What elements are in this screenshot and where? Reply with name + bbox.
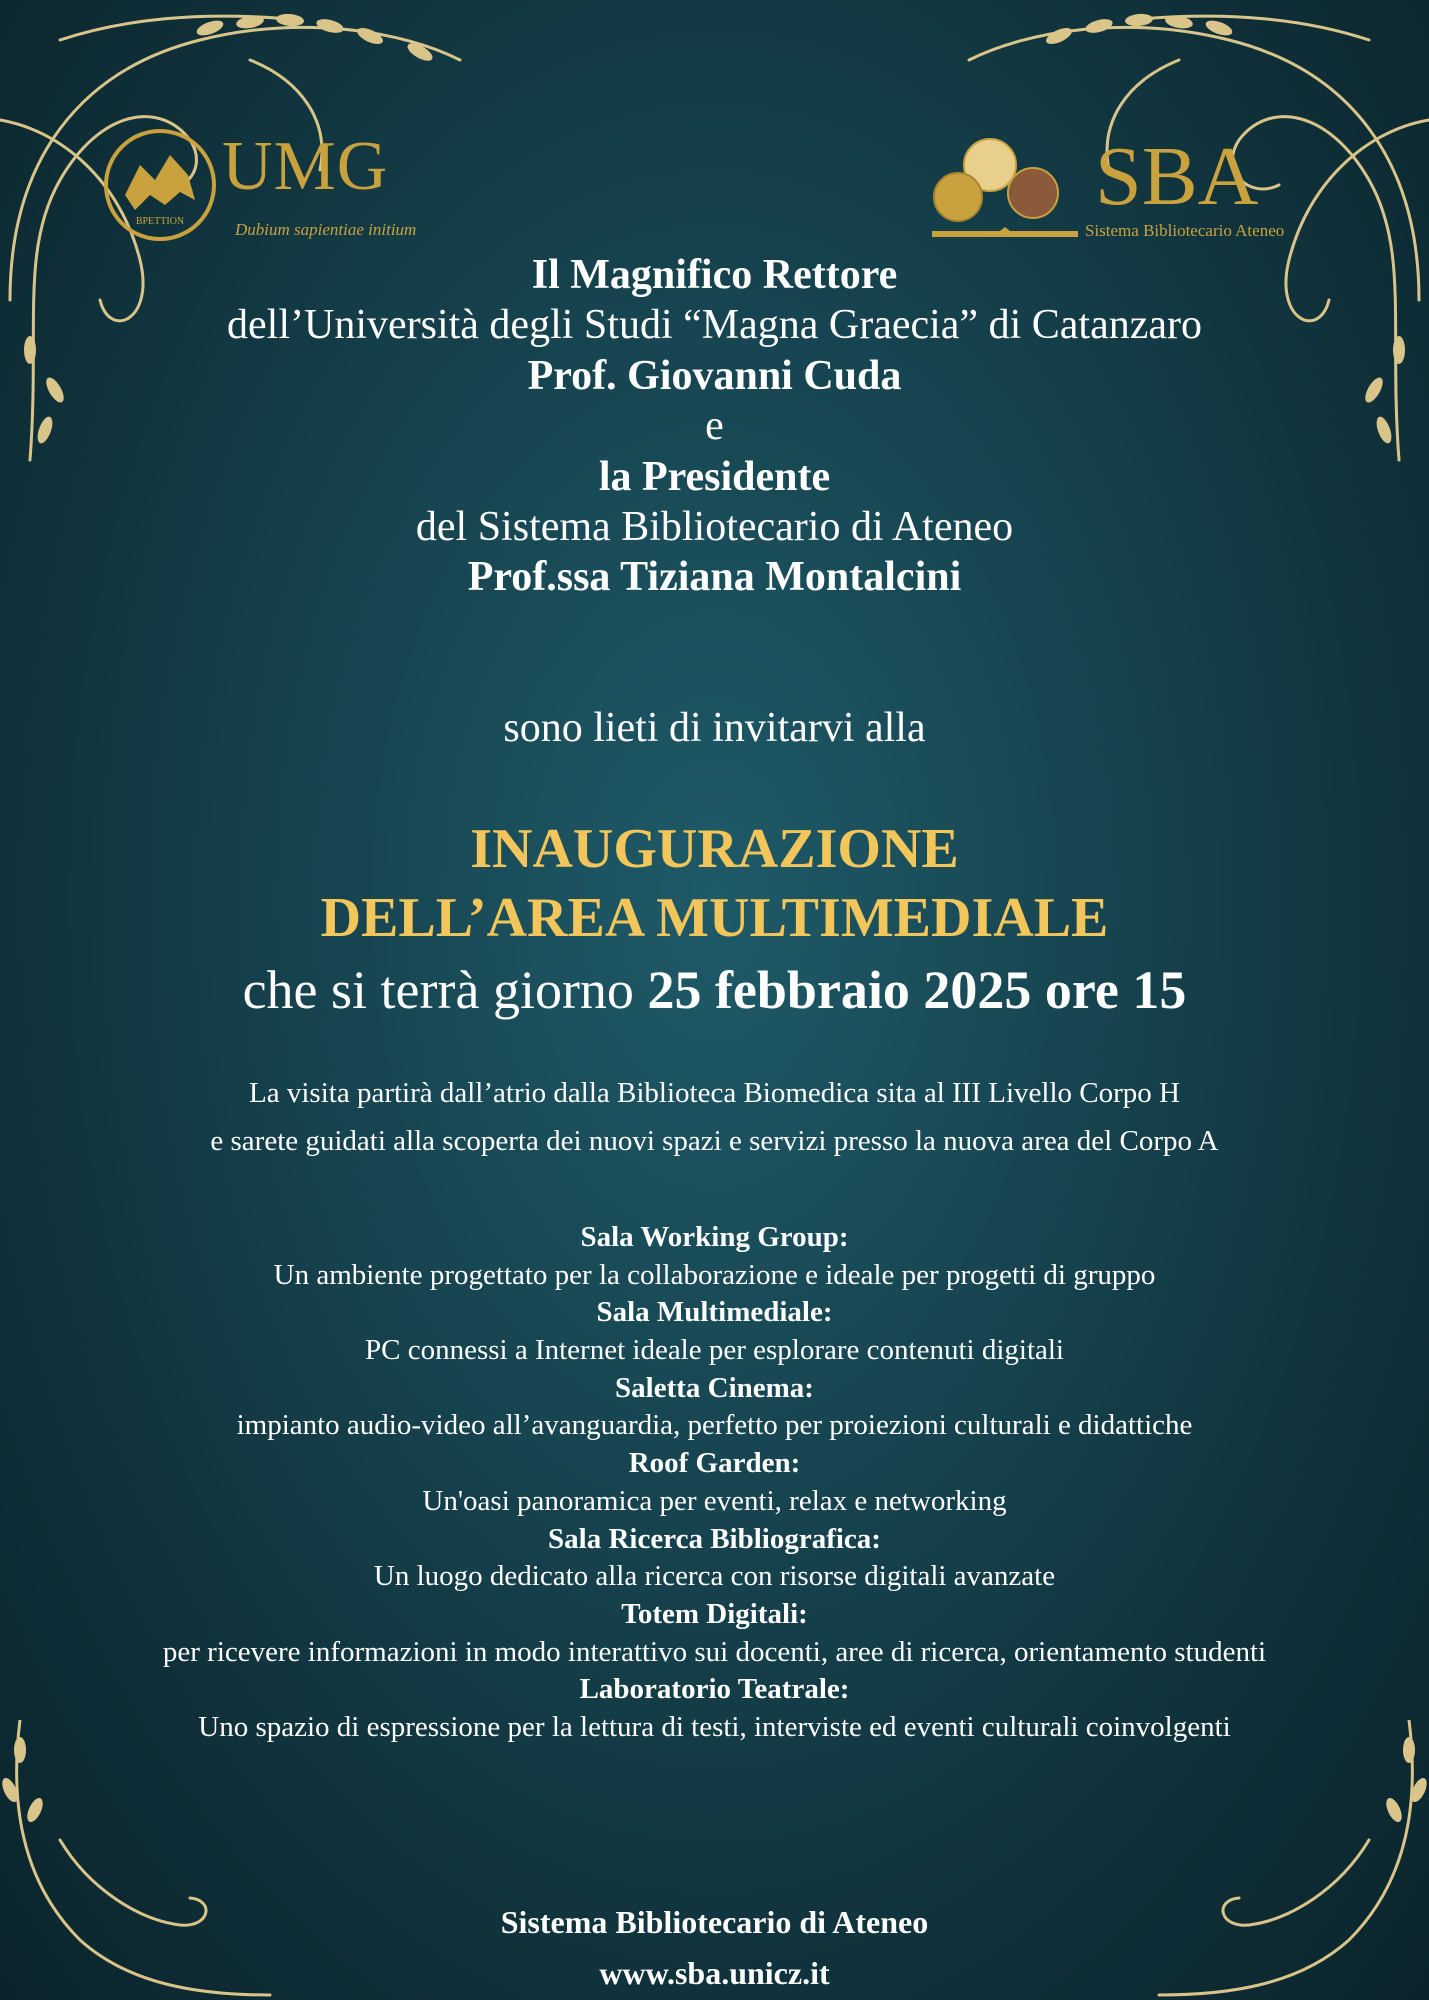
feature-item (0, 1521, 1429, 1596)
header-line-cuda: Prof. Giovanni Cuda (527, 352, 902, 399)
sba-logo (930, 130, 1310, 245)
invite-line (0, 703, 1429, 753)
invitation-header (0, 250, 1429, 603)
feature-desc: PC connessi a Internet ideale per esplorare contenuti digitali (365, 1334, 1064, 1367)
header-line-university: dell’Università degli Studi “Magna Graecia” di Catanzaro (227, 302, 1202, 349)
feature-item (0, 1671, 1429, 1746)
feature-title: Roof Garden: (628, 1447, 801, 1480)
feature-desc: Un ambiente progettato per la collaborazione e ideale per progetti di gruppo (273, 1258, 1156, 1291)
feature-desc: impianto audio-video all’avanguardia, perfetto per proiezioni culturali e didattiche (236, 1409, 1193, 1442)
visit-info (0, 1070, 1429, 1166)
invite-text: sono lieti di invitarvi alla (503, 705, 926, 751)
umg-seal-text: BPETTION (135, 216, 185, 227)
feature-item (0, 1445, 1429, 1520)
header-line-montalcini: Prof.ssa Tiziana Montalcini (467, 554, 962, 601)
header-line-presidente: la Presidente (598, 453, 831, 500)
feature-title: Saletta Cinema: (615, 1371, 814, 1404)
event-date: 25 febbraio 2025 ore 15 (647, 960, 1187, 1020)
feature-item (0, 1219, 1429, 1294)
umg-logo (100, 120, 440, 250)
feature-item (0, 1596, 1429, 1671)
event-title-line2: DELL’AREA MULTIMEDIALE (320, 887, 1109, 950)
sba-wordmark: SBA (1095, 130, 1259, 223)
feature-item (0, 1294, 1429, 1369)
features-list (0, 1219, 1429, 1747)
header-line-sba: del Sistema Bibliotecario di Ateneo (415, 503, 1014, 550)
event-title-line1: INAUGURAZIONE (470, 818, 959, 880)
event-date-prefix: che si terrà giorno (242, 960, 648, 1020)
visit-line-1: La visita partirà dall’atrio dalla Biblioteca Biomedica sita al III Livello Corpo H (249, 1077, 1180, 1109)
visit-line-2: e sarete guidati alla scoperta dei nuovi spazi e servizi presso la nuova area del Corpo A (210, 1124, 1219, 1157)
header-line-e: e (705, 403, 724, 450)
umg-motto: Dubium sapientiae initium (235, 220, 417, 239)
event-date-wrapper (0, 955, 1429, 1025)
footer (0, 1897, 1429, 1999)
event-date-line (0, 955, 1429, 1025)
feature-desc: Un luogo dedicato alla ricerca con risorse digitali avanzate (373, 1560, 1056, 1593)
header-line-rettore: Il Magnifico Rettore (531, 252, 898, 298)
sba-subtitle: Sistema Bibliotecario Ateneo (1085, 221, 1285, 240)
feature-title: Laboratorio Teatrale: (579, 1673, 850, 1706)
feature-title: Sala Ricerca Bibliografica: (548, 1522, 881, 1555)
feature-item (0, 1370, 1429, 1445)
feature-desc: per ricevere informazioni in modo interattivo sui docenti, aree di ricerca, orientamento studenti (162, 1635, 1267, 1668)
feature-desc: Uno spazio di espressione per la lettura di testi, interviste ed eventi culturali coinvolgenti (198, 1710, 1231, 1743)
feature-desc: Un'oasi panoramica per eventi, relax e networking (422, 1484, 1007, 1517)
event-title (0, 815, 1429, 954)
feature-title: Sala Working Group: (580, 1221, 849, 1253)
footer-org: Sistema Bibliotecario di Ateneo (500, 1904, 929, 1940)
umg-wordmark: UMG (222, 128, 389, 205)
footer-url-link[interactable]: www.sba.unicz.it (599, 1955, 830, 1992)
feature-title: Totem Digitali: (621, 1597, 808, 1630)
feature-title: Sala Multimediale: (596, 1296, 833, 1329)
